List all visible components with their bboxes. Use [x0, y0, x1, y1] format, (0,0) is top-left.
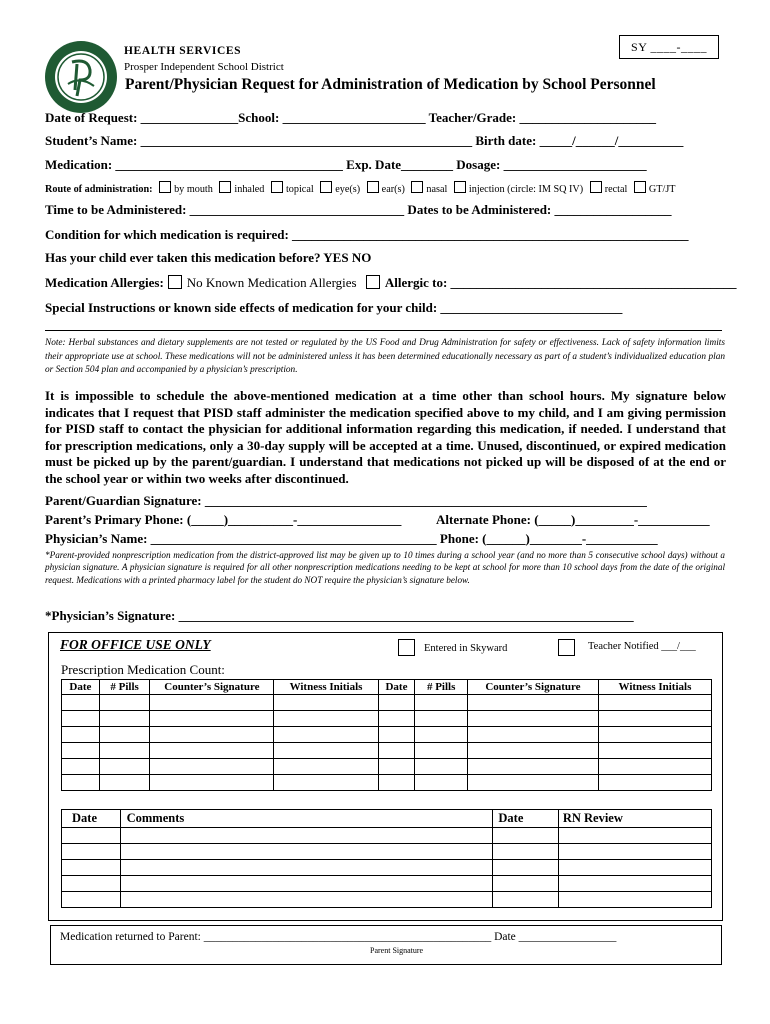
col-date: Date	[378, 680, 415, 695]
parent-signature-label: Parent Signature	[370, 946, 424, 955]
route-checkbox[interactable]	[271, 181, 283, 193]
consent-statement: It is impossible to schedule the above-mentioned medication at a time other than school hours. My signature below indicates that I request that PISD staff administer the medication specified above to my child, and I am giving permission for PISD staff to contact the physician for additional information regarding this medication, if needed. I understand that for prescription medications, only a 30-day supply will be accepted at a time. Unused, discontinued, or expired medication must be picked up by the parent/guardian. I understand that medications not picked up will be disposed of at the end or the school year or within two weeks after discontinued.	[45, 388, 726, 486]
route-checkbox[interactable]	[590, 181, 602, 193]
special-instructions-line[interactable]: Special Instructions or known side effects of medication for your child: ____________________________	[45, 300, 623, 315]
table-row[interactable]	[62, 775, 712, 791]
col-counter-signature: Counter’s Signature	[150, 680, 274, 695]
teacher-notified-label: Teacher Notified ___/___	[588, 641, 696, 652]
route-checkbox[interactable]	[411, 181, 423, 193]
allergies-line: Medication Allergies: No Known Medication Allergies Allergic to: ____________________________________________	[45, 275, 737, 290]
allergic-to-checkbox[interactable]	[366, 275, 380, 289]
district-name: Prosper Independent School District	[124, 61, 284, 73]
col-date: Date	[493, 810, 558, 828]
medication-returned-line[interactable]: Medication returned to Parent: __________________________________________________ Date _________________	[60, 931, 617, 943]
parent-signature-line[interactable]: Parent/Guardian Signature: ____________________________________________________________________	[45, 493, 647, 508]
office-use-title: FOR OFFICE USE ONLY	[60, 637, 211, 652]
count-label: Prescription Medication Count:	[61, 662, 225, 677]
route-checkbox[interactable]	[367, 181, 379, 193]
col-date: Date	[62, 810, 121, 828]
col-witness-initials: Witness Initials	[274, 680, 378, 695]
table-row[interactable]	[62, 892, 712, 908]
table-row[interactable]	[62, 844, 712, 860]
pill-count-table	[61, 679, 712, 791]
table-row[interactable]	[62, 727, 712, 743]
col-witness-initials: Witness Initials	[598, 680, 711, 695]
medication-line[interactable]: Medication: ___________________________________ Exp. Date________ Dosage: ______________________	[45, 157, 647, 172]
route-line: Route of administration: by mouth inhaled topical eye(s) ear(s) nasal injection (circle: IM SQ IV) rectal GT/JT	[45, 181, 676, 195]
route-label: Route of administration:	[45, 184, 153, 195]
district-seal-icon	[44, 40, 118, 114]
nonprescription-footnote: *Parent-provided nonprescription medication from the district-approved list may be given up to 10 times during a school year (and no more than 5 consecutive school days) without a physician signature. A physician signature is required for all other nonprescription medications needing to be kept at school for more than 10 school days from the date of the original request. Medications with a printed pharmacy label for the student do NOT require the physician’s signature below.	[45, 550, 725, 585]
date-school-teacher-line[interactable]: Date of Request: _______________School: ______________________ Teacher/Grade: _____________________	[45, 110, 656, 125]
route-checkbox[interactable]	[634, 181, 646, 193]
physician-signature-line[interactable]: *Physician’s Signature: ______________________________________________________________________	[45, 608, 634, 623]
table-row[interactable]	[62, 759, 712, 775]
comments-table	[61, 809, 712, 908]
table-header-row	[62, 810, 712, 828]
condition-line[interactable]: Condition for which medication is required: _____________________________________________________________	[45, 227, 689, 242]
route-checkbox[interactable]	[159, 181, 171, 193]
parent-phone-line[interactable]: Parent’s Primary Phone: (_____)__________-________________	[45, 512, 402, 527]
col-pills: # Pills	[99, 680, 150, 695]
student-birthdate-line[interactable]: Student’s Name: ___________________________________________________ Birth date: _____/______/__________	[45, 133, 684, 148]
table-row[interactable]	[62, 876, 712, 892]
alternate-phone-line[interactable]: Alternate Phone: (_____)_________-___________	[436, 512, 710, 527]
physician-name-line[interactable]: Physician’s Name: ____________________________________________ Phone: (______)________-___________	[45, 531, 658, 546]
col-rn-review: RN Review	[558, 810, 711, 828]
skyward-label: Entered in Skyward	[424, 643, 508, 654]
route-checkbox[interactable]	[219, 181, 231, 193]
no-allergies-checkbox[interactable]	[168, 275, 182, 289]
route-checkbox[interactable]	[320, 181, 332, 193]
col-date: Date	[62, 680, 100, 695]
org-name: HEALTH SERVICES	[124, 45, 242, 57]
table-row[interactable]	[62, 743, 712, 759]
col-counter-signature: Counter’s Signature	[467, 680, 598, 695]
table-row[interactable]	[62, 695, 712, 711]
table-row[interactable]	[62, 828, 712, 844]
table-row[interactable]	[62, 860, 712, 876]
divider	[45, 330, 722, 331]
col-comments: Comments	[120, 810, 493, 828]
col-pills: # Pills	[415, 680, 468, 695]
taken-before-line[interactable]: Has your child ever taken this medication before? YES NO	[45, 250, 372, 265]
skyward-checkbox[interactable]	[398, 639, 415, 656]
table-row[interactable]	[62, 711, 712, 727]
table-header-row	[62, 680, 712, 695]
time-dates-line[interactable]: Time to be Administered: _________________________________ Dates to be Administered: __________________	[45, 202, 672, 217]
school-year-box[interactable]: SY ____-____	[619, 35, 719, 59]
herbal-note: Note: Herbal substances and dietary supplements are not tested or regulated by the US Food and Drug Administration for safety or effectiveness. Lack of safety information limits their appropriate use at school. These medications will not be administered unless it has been determined educationally necessary as part of a student’s individualized education plan or Section 504 plan and accompanied by a physician’s prescription.	[45, 338, 725, 375]
teacher-notified-checkbox[interactable]	[558, 639, 575, 656]
route-checkbox[interactable]	[454, 181, 466, 193]
page-title: Parent/Physician Request for Administration of Medication by School Personnel	[125, 76, 656, 93]
